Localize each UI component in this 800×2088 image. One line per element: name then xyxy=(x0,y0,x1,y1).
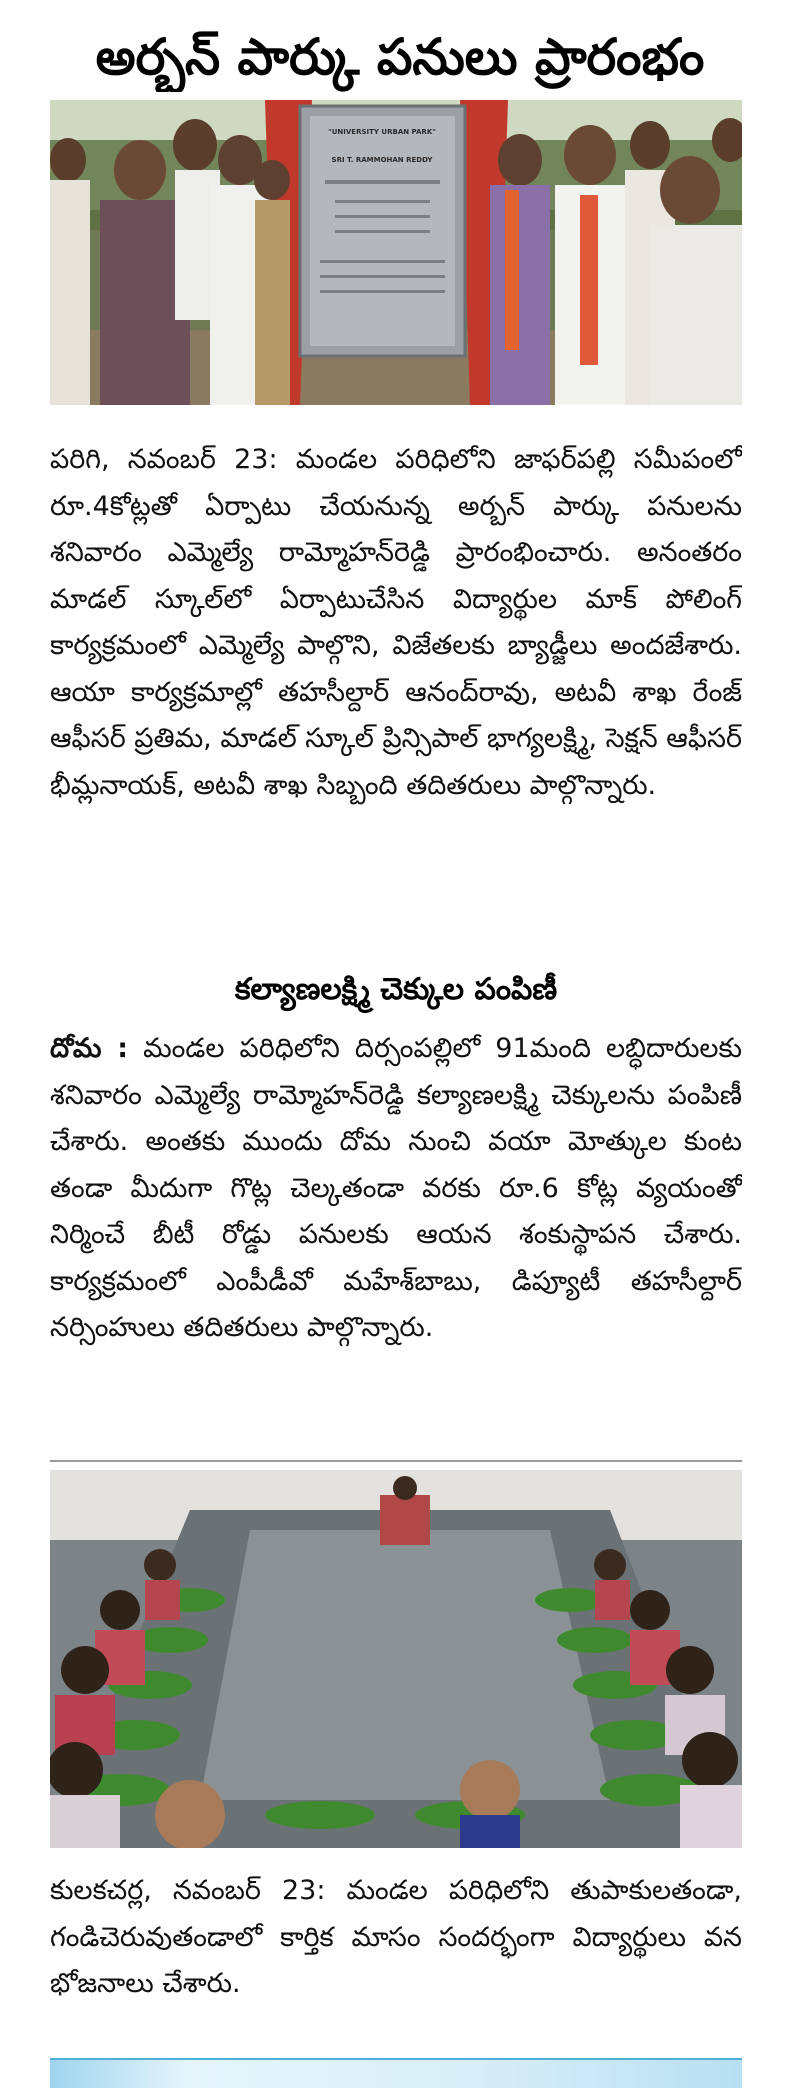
dateline-doma: దోమ : xyxy=(50,1033,129,1064)
photo-caption: కులకచర్ల, నవంబర్ 23: మండల పరిధిలోని తుపాకులతండా, గండిచెరువుతండాలో కార్తిక మాసం సందర్భంగా విద్యార్థులు వన భోజనాలు చేశారు. xyxy=(50,1875,742,1999)
vana-bhojanam-photo xyxy=(50,1470,742,1848)
inauguration-photo-illustration xyxy=(50,100,742,405)
section-divider xyxy=(50,1460,742,1462)
plaque-name: SRI T. RAMMOHAN REDDY xyxy=(331,156,433,164)
plaque-title: "UNIVERSITY URBAN PARK" xyxy=(328,128,436,136)
article-paragraph-2-body: మండల పరిధిలోని దిర్సంపల్లిలో 91మంది లబ్ధిదారులకు శనివారం ఎమ్మెల్యే రామ్మోహన్‌రెడ్డి కల్యాణలక్ష్మి చెక్కులను పంపిణీ చేశారు. అంతకు ముందు దోమ నుంచి వయా మోత్కుల కుంట తండా మీదుగా గొట్ల చెల్కతండా వరకు రూ.6 కోట్ల వ్యయంతో నిర్మించే బీటీ రోడ్డు పనులకు ఆయన శంకుస్థాపన చేశారు. కార్యక్రమంలో ఎంపీడీవో మహేశ్‌బాబు, డిప్యూటీ తహసీల్దార్ నర్సింహులు తదితరులు పాల్గొన్నారు. xyxy=(50,1033,742,1343)
article-paragraph-1: పరిగి, నవంబర్ 23: మండల పరిధిలోని జాఫర్‌పల్లి సమీపంలో రూ.4కోట్లతో ఏర్పాటు చేయనున్న అర్బన్ పార్కు పనులను శనివారం ఎమ్మెల్యే రామ్మోహన్‌రెడ్డి ప్రారంభించారు. అనంతరం మాడల్ స్కూల్‌లో ఏర్పాటుచేసిన విద్యార్థుల మాక్ పోలింగ్ కార్యక్రమంలో ఎమ్మెల్యే పాల్గొని, విజేతలకు బ్యాడ్జీలు అందజేశారు. ఆయా కార్యక్రమాల్లో తహసీల్దార్ ఆనంద్‌రావు, అటవీ శాఖ రేంజ్ ఆఫీసర్ ప్రతిమ, మాడల్ స్కూల్ ప్రిన్సిపాల్ భాగ్యలక్ష్మి, సెక్షన్ ఆఫీసర్ భీమ్లనాయక్, అటవీ శాఖ సిబ్బంది తదితరులు పాల్గొన్నారు. xyxy=(50,444,742,801)
headline: అర్బన్ పార్కు పనులు ప్రారంభం xyxy=(95,28,705,86)
subheading: కల్యాణలక్ష్మి చెక్కుల పంపిణీ xyxy=(234,972,558,1007)
vana-bhojanam-photo-illustration xyxy=(50,1470,742,1848)
inauguration-photo xyxy=(50,100,742,405)
bottom-banner-edge xyxy=(50,2058,742,2088)
article-paragraph-2 xyxy=(50,1026,742,1446)
